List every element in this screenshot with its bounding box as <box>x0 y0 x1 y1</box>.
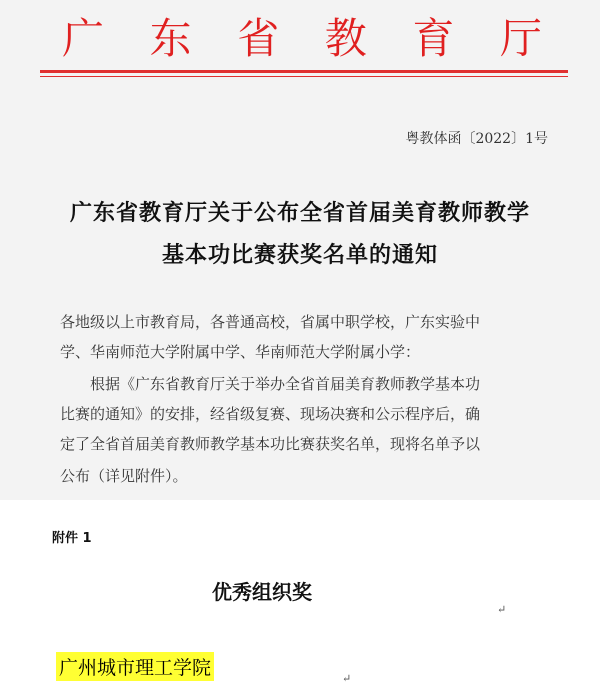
masthead-rule-thin <box>40 76 568 77</box>
masthead-rule <box>40 70 568 73</box>
body-line: 定了全省首届美育教师教学基本功比赛获奖名单，现将名单予以 <box>60 435 481 453</box>
paragraph-mark-icon: ↵ <box>497 603 507 616</box>
masthead-char: 省 <box>237 14 280 63</box>
masthead-char: 教 <box>324 14 367 63</box>
body-line: 公布（详见附件）。 <box>60 467 188 485</box>
paragraph-mark-icon: ↵ <box>342 672 352 685</box>
masthead-char: 东 <box>149 14 192 63</box>
notice-title-line-2: 基本功比赛获奖名单的通知 <box>161 242 438 268</box>
notice-title-line-1: 广东省教育厅关于公布全省首届美育教师教学 <box>69 200 530 226</box>
body-line: 学、华南师范大学附属中学、华南师范大学附属小学： <box>60 343 421 361</box>
body-line: 比赛的通知》的安排，经省级复赛、现场决赛和公示程序后，确 <box>60 405 481 423</box>
masthead-char: 广 <box>62 14 105 63</box>
masthead-char: 育 <box>412 14 455 63</box>
masthead-char: 厅 <box>499 14 542 63</box>
annex-label: 附件 1 <box>52 531 92 546</box>
body-line: 根据《广东省教育厅关于举办全省首届美育教师教学基本功 <box>90 375 481 393</box>
highlighted-winner: 广州城市理工学院 <box>56 652 214 681</box>
section-title: 优秀组织奖 <box>212 580 312 604</box>
document-number: 粤教体函〔2022〕1号 <box>405 131 548 147</box>
masthead <box>62 8 542 64</box>
body-line: 各地级以上市教育局，各普通高校，省属中职学校，广东实验中 <box>60 313 481 331</box>
